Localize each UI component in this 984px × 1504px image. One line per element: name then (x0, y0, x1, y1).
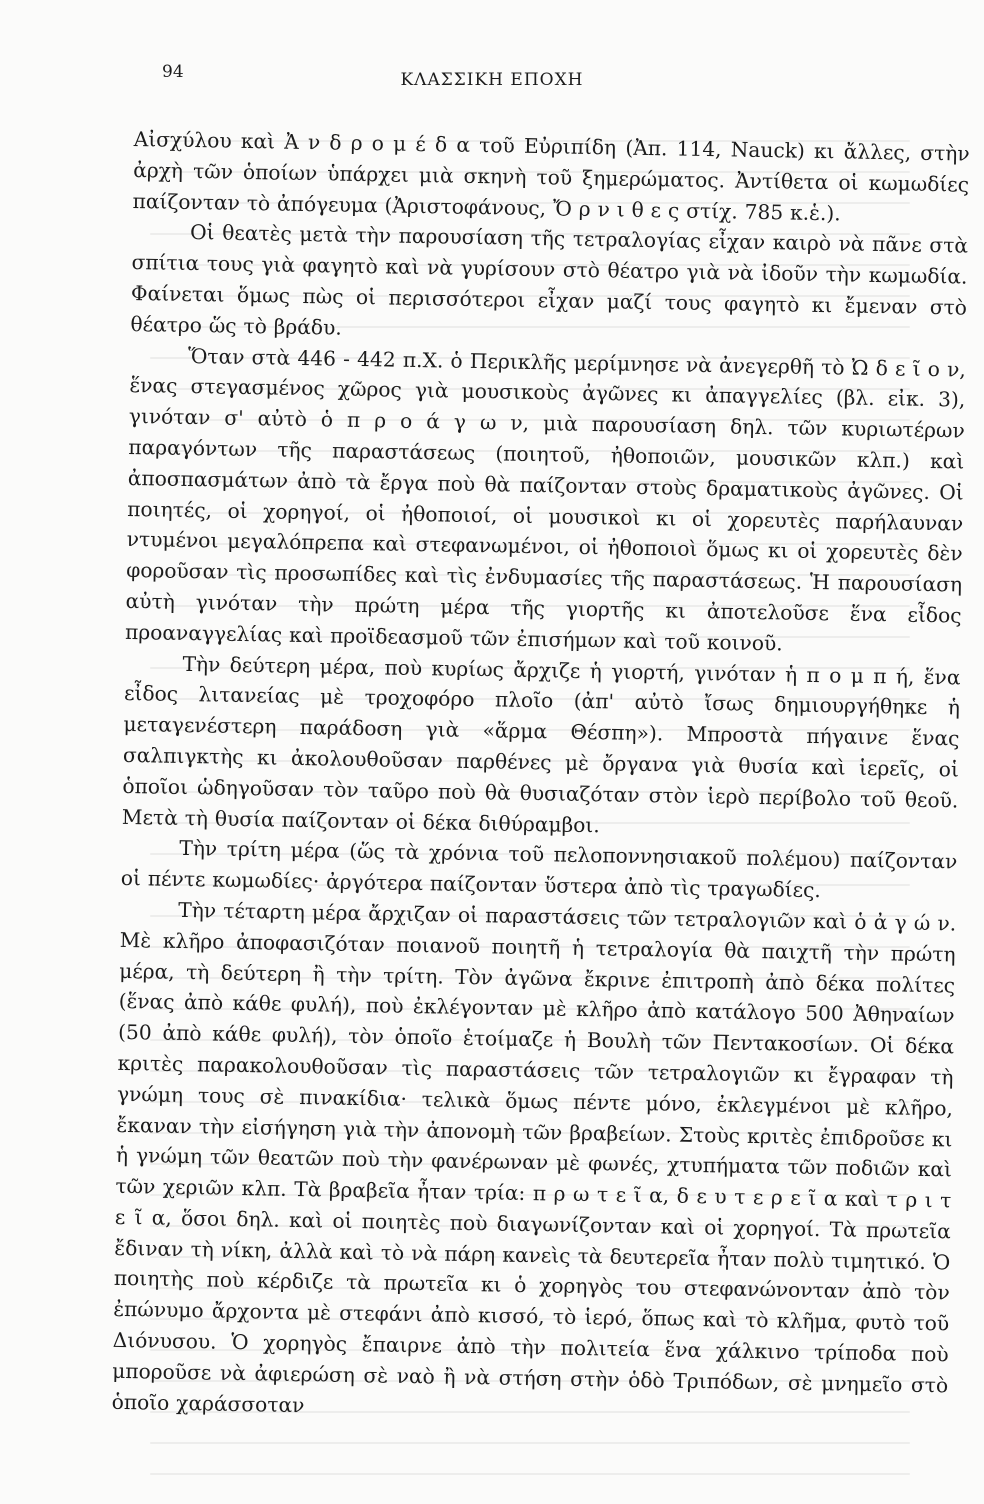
paragraph-2: Οἱ θεατὲς μετὰ τὴν παρουσίαση τῆς τετραλογίας εἶχαν καιρὸ νὰ πᾶνε στὰ σπίτια τους γιὰ φαγητὸ καὶ νὰ γυρίσουν στὸ θέατρο γιὰ νὰ ἰδοῦν τὴν κωμωδία. Φαίνεται ὅμως πὼς οἱ περισσότεροι εἶχαν μαζί τους φαγητὸ κι ἔμεναν στὸ θέατρο ὥς τὸ βράδυ. (130, 220, 969, 340)
paragraph-6: Τὴν τέταρτη μέρα ἄρχιζαν οἱ παραστάσεις τῶν τετραλογιῶν καὶ ὁ ἀ γ ώ ν. Μὲ κλῆρο ἀποφασιζόταν ποιανοῦ ποιητῆ ἡ τετραλογία θὰ παιχτῆ τὴν πρώτη μέρα, τὴ δεύτερη ἢ τὴν τρίτη. Τὸν ἀγῶνα ἔκρινε ἐπιτροπὴ ἀπὸ δέκα πολίτες (ἕνας ἀπὸ κάθε φυλή), ποὺ ἐκλέγονταν μὲ κλῆρο ἀπὸ κατάλογο 500 Ἀθηναίων (50 ἀπὸ κάθε φυλή), τὸν ὁποῖο ἑτοίμαζε ἡ Βουλὴ τῶν Πεντακοσίων. Οἱ δέκα κριτὲς παρακολουθοῦσαν τὶς παραστάσεις τῶν τετραλογιῶν κι ἔγραφαν τὴ γνώμη τους σὲ πινακίδια· τελικὰ ὅμως πέντε μόνο, ἐκλεγμένοι μὲ κλῆρο, ἔκαναν τὴν εἰσήγηση γιὰ τὴν ἀπονομὴ τῶν βραβείων. Στοὺς κριτὲς ἐπιδροῦσε κι ἡ γνώμη τῶν θεατῶν ποὺ τὴν φανέρωναν μὲ φωνές, χτυπήματα τῶν ποδιῶν καὶ τῶν χεριῶν κλπ. Τὰ βραβεῖα ἦταν τρία: π ρ ω τ ε ῖ α, δ ε υ τ ε ρ ε ῖ α καὶ τ ρ ι τ ε ῖ α, ὅσοι δηλ. καὶ οἱ ποιητὲς ποὺ διαγωνίζονταν καὶ οἱ χορηγοί. Τὰ πρωτεῖα ἔδιναν τὴ νίκη, ἀλλὰ καὶ τὸ νὰ πάρη κανεὶς τὰ δευτερεῖα ἦταν πολὺ τιμητικό. Ὁ ποιητὴς ποὺ κέρδιζε τὰ πρωτεῖα κι ὁ χορηγὸς του στεφανώνονταν ἀπὸ τὸν ἐπώνυμο ἄρχοντα μὲ στεφάνι ἀπὸ κισσό, τὸ ἱερό, ὅπως καὶ τὸ κλῆμα, φυτὸ τοῦ Διόνυσου. Ὁ χορηγὸς ἔπαιρνε ἀπὸ τὴν πολιτεία ἕνα χάλκινο τρίποδα ποὺ μποροῦσε νὰ ἀφιερώση σὲ ναὸ ἢ νὰ στήση στὴν ὁδὸ Τριπόδων, σὲ μνημεῖο στὸ ὁποῖο χαράσσοταν (111, 897, 957, 1417)
paragraph-1: Αἰσχύλου καὶ Ἀ ν δ ρ ο μ έ δ α τοῦ Εὐριπίδη (Ἀπ. 114, Nauck) κι ἄλλες, στὴν ἀρχὴ τῶν ὁποίων ὑπάρχει μιὰ σκηνὴ τοῦ ξημερώματος. Ἀντίθετα οἱ κωμωδίες παίζονταν τὸ ἀπόγευμα (Ἀριστοφάνους, Ὄ ρ ν ι θ ε ς στίχ. 785 κ.ἑ.). (132, 126, 970, 225)
running-head: ΚΛΑΣΣΙΚΗ ΕΠΟΧΗ (400, 70, 584, 90)
page-number: 94 (162, 62, 184, 82)
paragraph-4: Τὴν δεύτερη μέρα, ποὺ κυρίως ἄρχιζε ἡ γιορτή, γινόταν ἡ π ο μ π ή, ἕνα εἶδος λιτανείας μὲ τροχοφόρο πλοῖο (ἀπ' αὐτὸ ἴσως δημιουργήθηκε ἡ μεταγενέστερη παράδοση γιὰ «ἅρμα Θέσπη»). Μπροστὰ πήγαινε ἕνας σαλπιγκτὴς κι ἀκολουθοῦσαν παρθένες μὲ ὄργανα γιὰ θυσία καὶ ἱερεῖς, οἱ ὁποῖοι ὡδηγοῦσαν τὸν ταῦρο ποὺ θὰ θυσιαζόταν στὸν ἱερὸ περίβολο τοῦ θεοῦ. Μετὰ τὴ θυσία παίζονταν οἱ δέκα διθύραμβοι. (121, 651, 961, 837)
paragraph-3: Ὅταν στὰ 446 - 442 π.Χ. ὁ Περικλῆς μερίμνησε νὰ ἀνεγερθῆ τὸ Ὠ δ ε ῖ ο ν, ἕνας στεγασμένος χῶρος γιὰ μουσικοὺς ἀγῶνες κι ἀπαγγελίες (βλ. εἰκ. 3), γινόταν σ' αὐτὸ ὁ π ρ ο ά γ ω ν, μιὰ παρουσίαση δηλ. τῶν κυριωτέρων παραγόντων τῆς παραστάσεως (ποιητοῦ, ἠθοποιῶν, μουσικῶν κλπ.) καὶ ἀποσπασμάτων ἀπὸ τὰ ἔργα ποὺ θὰ παίζονταν στοὺς δραματικοὺς ἀγῶνες. Οἱ ποιητές, οἱ χορηγοί, οἱ ἠθοποιοί, οἱ μουσικοὶ κι οἱ χορευτὲς παρήλαυναν ντυμένοι μεγαλόπρεπα καὶ στεφανωμένοι, οἱ ἠθοποιοὶ ὅμως κι οἱ χορευτὲς δὲν φοροῦσαν τὶς προσωπίδες καὶ τὶς ἐνδυμασίες τῆς παραστάσεως. Ἡ παρουσίαση αὐτὴ γινόταν τὴν πρώτη μέρα τῆς γιορτῆς κι ἀποτελοῦσε ἕνα εἶδος προαναγγελίας καὶ προϊδεασμοῦ τῶν ἐπισήμων καὶ τοῦ κοινοῦ. (124, 343, 967, 656)
body-text (111, 124, 969, 1432)
paragraph-5: Τὴν τρίτη μέρα (ὥς τὰ χρόνια τοῦ πελοποννησιακοῦ πολέμου) παίζονταν οἱ πέντε κωμωδίες· ἀργότερα παίζονταν ὕστερα ἀπὸ τὶς τραγωδίες. (120, 836, 958, 903)
